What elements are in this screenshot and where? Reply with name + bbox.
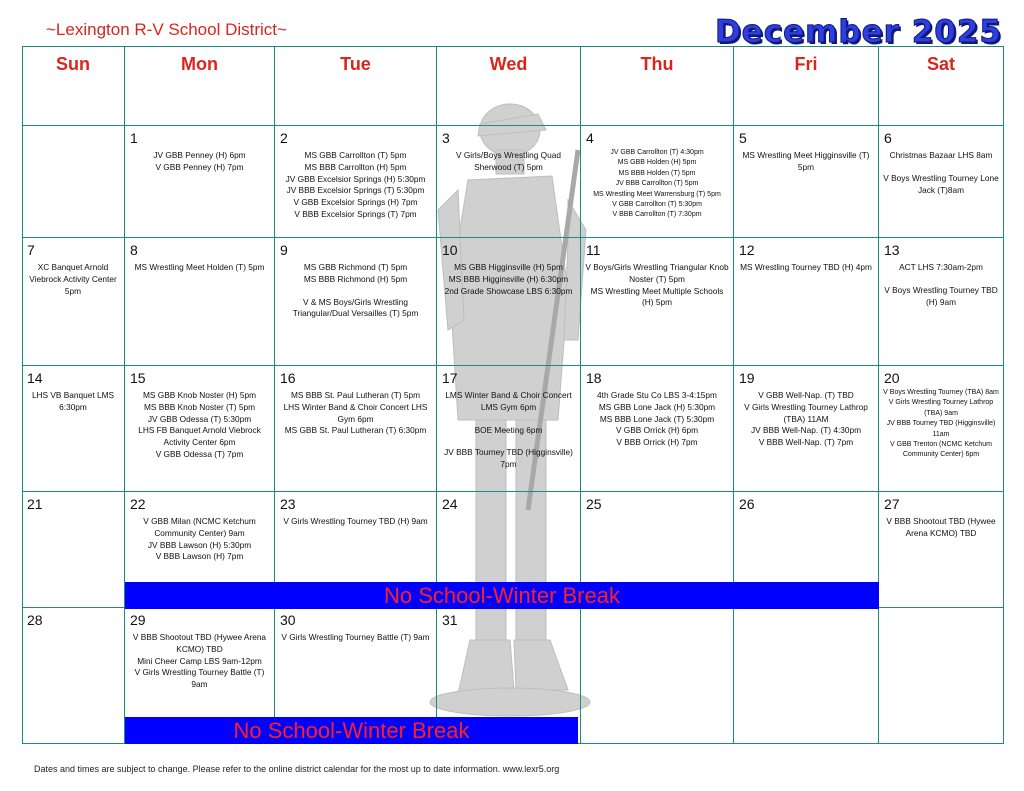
event-entry: LHS VB Banquet LMS 6:30pm <box>31 390 115 412</box>
day-events <box>584 148 730 221</box>
day-cell <box>22 366 125 492</box>
event-entry: MS Wrestling Meet Higginsville (T) 5pm <box>742 150 870 172</box>
event-entry: MS BBB Holden (T) 5pm <box>618 169 696 177</box>
event-entry: V GBB Orrick (H) 6pm <box>615 425 699 436</box>
day-events <box>128 390 271 461</box>
day-events <box>882 516 1000 540</box>
event-entry: JV BBB Tourney TBD (Higginsville) 11am <box>886 420 996 438</box>
day-cell <box>22 238 125 366</box>
day-number: 18 <box>586 370 602 386</box>
event-entry: V Boys Wrestling Tourney Lone Jack (T)8am <box>883 172 999 195</box>
event-entry: V BBB Lawson (H) 7pm <box>155 551 244 562</box>
day-cell <box>22 492 125 608</box>
day-cell <box>437 238 581 366</box>
event-entry: MS BBB Knob Noster (T) 5pm <box>143 401 256 412</box>
day-events <box>278 632 433 644</box>
day-events <box>278 516 433 528</box>
day-events <box>440 150 577 174</box>
day-number: 1 <box>130 130 138 146</box>
weekday-header <box>879 46 1004 126</box>
event-entry: MS GBB Richmond (T) 5pm <box>303 262 408 272</box>
event-entry: V BBB Shootout TBD (Hywee Arena KCMO) TBD <box>886 516 996 538</box>
day-events <box>584 262 730 309</box>
event-entry: V BBB Well-Nap. (T) 7pm <box>758 437 854 448</box>
event-entry: V & MS Boys/Girls Wrestling Triangular/Dual Versailles (T) 5pm <box>292 296 419 319</box>
event-entry: JV BBB Tourney TBD (Higginsville) 7pm <box>444 447 573 470</box>
day-number: 11 <box>586 242 601 258</box>
weekday-label: Fri <box>794 54 818 74</box>
event-entry: V GBB Carrollton (T) 5:30pm <box>612 201 702 209</box>
event-entry: MS BBB St. Paul Lutheran (T) 5pm <box>290 390 421 400</box>
event-entry: Christmas Bazaar LHS 8am <box>889 150 993 160</box>
day-cell <box>437 366 581 492</box>
day-cell <box>581 238 734 366</box>
day-number: 12 <box>739 242 755 258</box>
winter-break-banner: No School-Winter Break <box>125 717 578 744</box>
day-number: 13 <box>884 242 900 258</box>
weekday-label: Thu <box>640 54 674 74</box>
weekday-label: Mon <box>181 54 218 74</box>
day-events <box>882 150 1000 196</box>
weekday-header <box>22 46 125 126</box>
day-number: 31 <box>442 612 458 628</box>
day-events <box>440 262 577 297</box>
event-entry: MS BBB Lone Jack (T) 5:30pm <box>599 413 715 424</box>
event-entry: LMS Winter Band & Choir Concert LMS Gym 6pm <box>445 390 572 412</box>
event-entry: V BBB Excelsior Springs (T) 7pm <box>294 208 417 219</box>
day-events <box>737 390 875 449</box>
weekday-label: Tue <box>340 54 371 74</box>
day-events <box>128 150 271 174</box>
day-number: 7 <box>27 242 35 258</box>
day-cell <box>275 366 437 492</box>
day-number: 21 <box>27 496 43 512</box>
day-events <box>25 262 121 297</box>
event-entry: XC Banquet Arnold Viebrock Activity Center 5pm <box>29 262 117 296</box>
day-cell <box>22 126 125 238</box>
day-number: 10 <box>442 242 458 258</box>
event-entry: MS GBB Carrollton (T) 5pm <box>304 150 407 160</box>
event-entry: JV GBB Excelsior Springs (H) 5:30pm <box>285 173 426 184</box>
day-events <box>737 262 875 274</box>
event-entry: V Girls Wrestling Tourney Lathrop (TBA) 11AM <box>744 401 868 424</box>
event-entry: JV GBB Penney (H) 6pm <box>153 150 246 160</box>
day-cell <box>879 492 1004 608</box>
event-entry: V Girls Wrestling Tourney Battle (T) 9am <box>281 632 430 642</box>
day-number: 28 <box>27 612 43 628</box>
day-number: 14 <box>27 370 43 386</box>
day-number: 25 <box>586 496 602 512</box>
event-entry: 2nd Grade Showcase LBS 6:30pm <box>444 285 573 296</box>
weekday-label: Sat <box>926 54 955 74</box>
event-entry: BOE Meeting 6pm <box>474 424 543 435</box>
event-entry: MS GBB Lone Jack (H) 5:30pm <box>598 401 716 412</box>
event-entry: JV BBB Carrollton (T) 5pm <box>615 180 699 188</box>
event-entry: MS BBB Carrollton (H) 5pm <box>304 161 407 172</box>
day-cell <box>125 238 275 366</box>
event-entry: Mini Cheer Camp LBS 9am-12pm <box>137 655 262 666</box>
day-number: 22 <box>130 496 146 512</box>
event-entry: V Boys/Girls Wrestling Triangular Knob Noster (T) 5pm <box>585 262 729 284</box>
district-title: ~Lexington R-V School District~ <box>46 20 287 39</box>
day-cell <box>879 366 1004 492</box>
day-number: 19 <box>739 370 755 386</box>
weekday-header <box>734 46 879 126</box>
day-cell <box>879 238 1004 366</box>
day-number: 26 <box>739 496 755 512</box>
day-cell <box>275 126 437 238</box>
calendar-grid <box>22 46 1004 744</box>
day-number: 6 <box>884 130 892 146</box>
event-entry: V GBB Trenton (NCMC Ketchum Community Center) 6pm <box>890 441 992 459</box>
day-cell <box>275 238 437 366</box>
event-entry: LHS Winter Band & Choir Concert LHS Gym 6pm <box>283 401 428 424</box>
day-number: 4 <box>586 130 594 146</box>
event-entry: MS Wrestling Meet Warrensburg (T) 5pm <box>593 190 721 198</box>
day-events <box>882 262 1000 308</box>
day-events <box>584 390 730 449</box>
weekday-header <box>437 46 581 126</box>
day-cell <box>734 238 879 366</box>
day-cell <box>879 608 1004 744</box>
event-entry: V BBB Carrollton (T) 7:30pm <box>612 211 702 219</box>
day-number: 8 <box>130 242 138 258</box>
event-entry: V BBB Orrick (H) 7pm <box>616 437 698 448</box>
event-entry: MS Wrestling Meet Multiple Schools (H) 5pm <box>590 285 724 308</box>
event-entry: V Girls Wrestling Tourney Lathrop (TBA) 9am <box>888 399 994 417</box>
weekday-header <box>275 46 437 126</box>
weekday-header <box>581 46 734 126</box>
weekday-header <box>125 46 275 126</box>
event-entry: MS GBB Knob Noster (H) 5pm <box>143 390 256 400</box>
day-number: 20 <box>884 370 900 386</box>
event-entry: V Girls Wrestling Tourney Battle (T) 9am <box>134 667 265 690</box>
month-title: December 2025 <box>714 14 1002 50</box>
day-number: 15 <box>130 370 146 386</box>
winter-break-banner: No School-Winter Break <box>125 582 879 609</box>
day-cell <box>125 366 275 492</box>
day-cell <box>734 608 879 744</box>
event-entry: MS GBB St. Paul Lutheran (T) 6:30pm <box>284 425 427 436</box>
event-entry: V Boys Wrestling Tourney TBD (H) 9am <box>884 284 998 307</box>
day-cell <box>437 126 581 238</box>
event-entry: V Girls/Boys Wrestling Quad Sherwood (T) 5pm <box>456 150 561 172</box>
event-entry: JV BBB Well-Nap. (T) 4:30pm <box>750 425 862 436</box>
day-events <box>25 390 121 414</box>
day-cell <box>125 126 275 238</box>
day-cell <box>734 126 879 238</box>
event-entry: JV BBB Lawson (H) 5:30pm <box>147 539 252 550</box>
day-number: 16 <box>280 370 296 386</box>
event-entry: MS Wrestling Meet Holden (T) 5pm <box>134 262 265 272</box>
day-events <box>128 632 271 691</box>
day-events <box>128 262 271 274</box>
day-number: 9 <box>280 242 288 258</box>
event-entry: V GBB Milan (NCMC Ketchum Community Center) 9am <box>143 516 256 538</box>
day-cell <box>581 608 734 744</box>
day-events <box>882 388 1000 461</box>
day-events <box>278 150 433 221</box>
event-entry: MS GBB Holden (H) 5pm <box>617 159 697 167</box>
event-entry: V Girls Wrestling Tourney TBD (H) 9am <box>283 516 428 526</box>
day-number: 5 <box>739 130 747 146</box>
weekday-label: Wed <box>489 54 528 74</box>
event-entry: LHS FB Banquet Arnold Viebrock Activity Center 6pm <box>138 425 261 448</box>
day-number: 2 <box>280 130 288 146</box>
event-entry: V BBB Shootout TBD (Hywee Arena KCMO) TBD <box>132 632 267 654</box>
event-entry: 4th Grade Stu Co LBS 3-4:15pm <box>597 390 717 400</box>
day-events <box>278 262 433 320</box>
day-events <box>737 150 875 174</box>
event-entry: V GBB Well-Nap. (T) TBD <box>758 390 854 400</box>
footer-note: Dates and times are subject to change. Please refer to the online district calendar for the most up to date information. www.lexr5.org <box>34 764 560 774</box>
day-number: 30 <box>280 612 296 628</box>
day-cell <box>734 366 879 492</box>
day-number: 3 <box>442 130 450 146</box>
weekday-label: Sun <box>56 54 90 74</box>
day-cell <box>879 126 1004 238</box>
day-number: 27 <box>884 496 900 512</box>
day-number: 23 <box>280 496 296 512</box>
event-entry: MS BBB Richmond (H) 5pm <box>303 273 408 284</box>
event-entry: MS BBB Higginsville (H) 6:30pm <box>448 273 569 284</box>
event-entry: MS Wrestling Tourney TBD (H) 4pm <box>740 262 872 272</box>
event-entry: JV GBB Odessa (T) 5:30pm <box>147 413 252 424</box>
event-entry: JV GBB Carrollton (T) 4:30pm <box>610 149 704 156</box>
event-entry: V Boys Wrestling Tourney (TBA) 8am <box>883 389 999 396</box>
event-entry: V GBB Penney (H) 7pm <box>155 161 244 172</box>
event-entry: ACT LHS 7:30am-2pm <box>899 262 983 272</box>
day-number: 24 <box>442 496 458 512</box>
day-number: 17 <box>442 370 458 386</box>
day-cell <box>22 608 125 744</box>
day-cell <box>581 126 734 238</box>
event-entry: MS GBB Higginsville (H) 5pm <box>454 262 563 272</box>
event-entry: JV BBB Excelsior Springs (T) 5:30pm <box>286 185 425 196</box>
day-number: 29 <box>130 612 146 628</box>
day-events <box>128 516 271 563</box>
event-entry: V GBB Odessa (T) 7pm <box>155 448 244 459</box>
event-entry: V GBB Excelsior Springs (H) 7pm <box>293 197 418 208</box>
day-events <box>440 390 577 471</box>
day-events <box>278 390 433 437</box>
day-cell <box>581 366 734 492</box>
